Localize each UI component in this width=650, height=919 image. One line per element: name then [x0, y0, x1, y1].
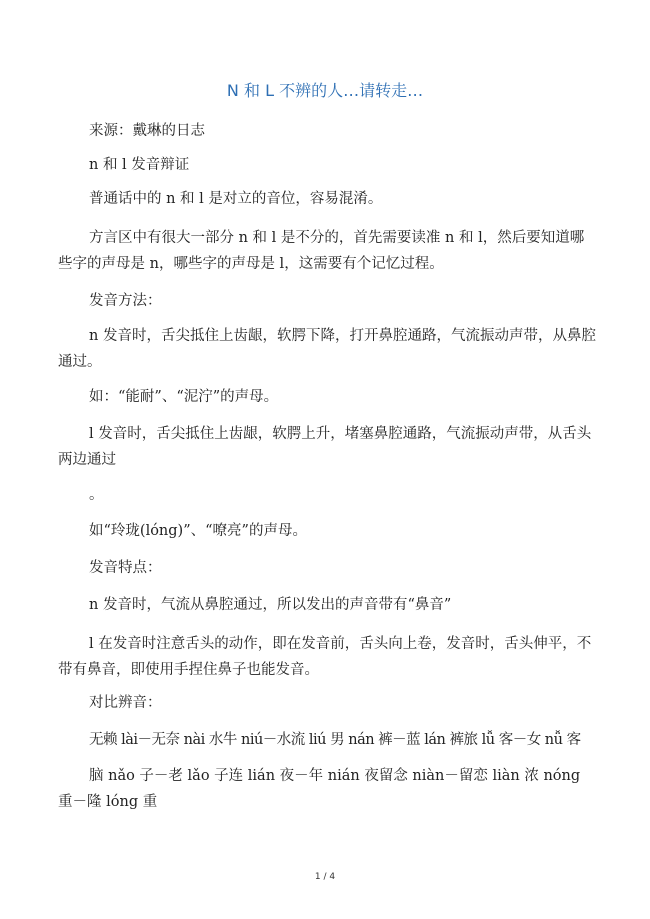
paragraph-period: 。: [89, 487, 104, 503]
paragraph-contrast-2: 脑 nǎo 子－老 lǎo 子连 lián 夜－年 nián 夜留念 niàn－留恋 liàn 浓 nóng 重－隆 lóng 重: [58, 768, 581, 810]
paragraph-method-heading: 发音方法：: [89, 293, 162, 309]
paragraph-l-example: 如“玲珑(lóng)”、“嘹亮”的声母。: [89, 523, 307, 539]
paragraph-l-feature: l 在发音时注意舌头的动作，即在发音前，舌头向上卷，发音时，舌头伸平，不带有鼻音，即使用手捏住鼻子也能发音。: [58, 636, 592, 678]
page-number: 1 / 4: [314, 872, 336, 882]
paragraph-intro: 普通话中的 n 和 l 是对立的音位，容易混淆。: [89, 191, 383, 207]
paragraph-dialect: 方言区中有很大一部分 n 和 l 是不分的，首先需要读准 n 和 l，然后要知道哪些字的声母是 n，哪些字的声母是 l，这需要有个记忆过程。: [58, 230, 585, 272]
paragraph-subtitle: n 和 l 发音辩证: [89, 157, 190, 173]
paragraph-contrast-heading: 对比辨音：: [89, 695, 162, 711]
paragraph-n-method: n 发音时，舌尖抵住上齿龈，软腭下降，打开鼻腔通路，气流振动声带，从鼻腔通过。: [58, 328, 596, 370]
paragraph-l-method: l 发音时，舌尖抵住上齿龈，软腭上升，堵塞鼻腔通路，气流振动声带，从舌头两边通过: [58, 426, 592, 468]
paragraph-source: 来源：戴琳的日志: [89, 123, 205, 139]
paragraph-n-example: 如：“能耐”、“泥泞”的声母。: [89, 389, 279, 405]
paragraph-contrast-1: 无赖 lài－无奈 nài 水牛 niú－水流 liú 男 nán 裤－蓝 lán 裤旅 lǚ 客－女 nǚ 客: [89, 732, 581, 748]
paragraph-feature-heading: 发音特点：: [89, 560, 162, 576]
document-title: N 和 L 不辨的人…请转走…: [226, 81, 424, 100]
paragraph-n-feature: n 发音时，气流从鼻腔通过，所以发出的声音带有“鼻音”: [89, 597, 452, 613]
